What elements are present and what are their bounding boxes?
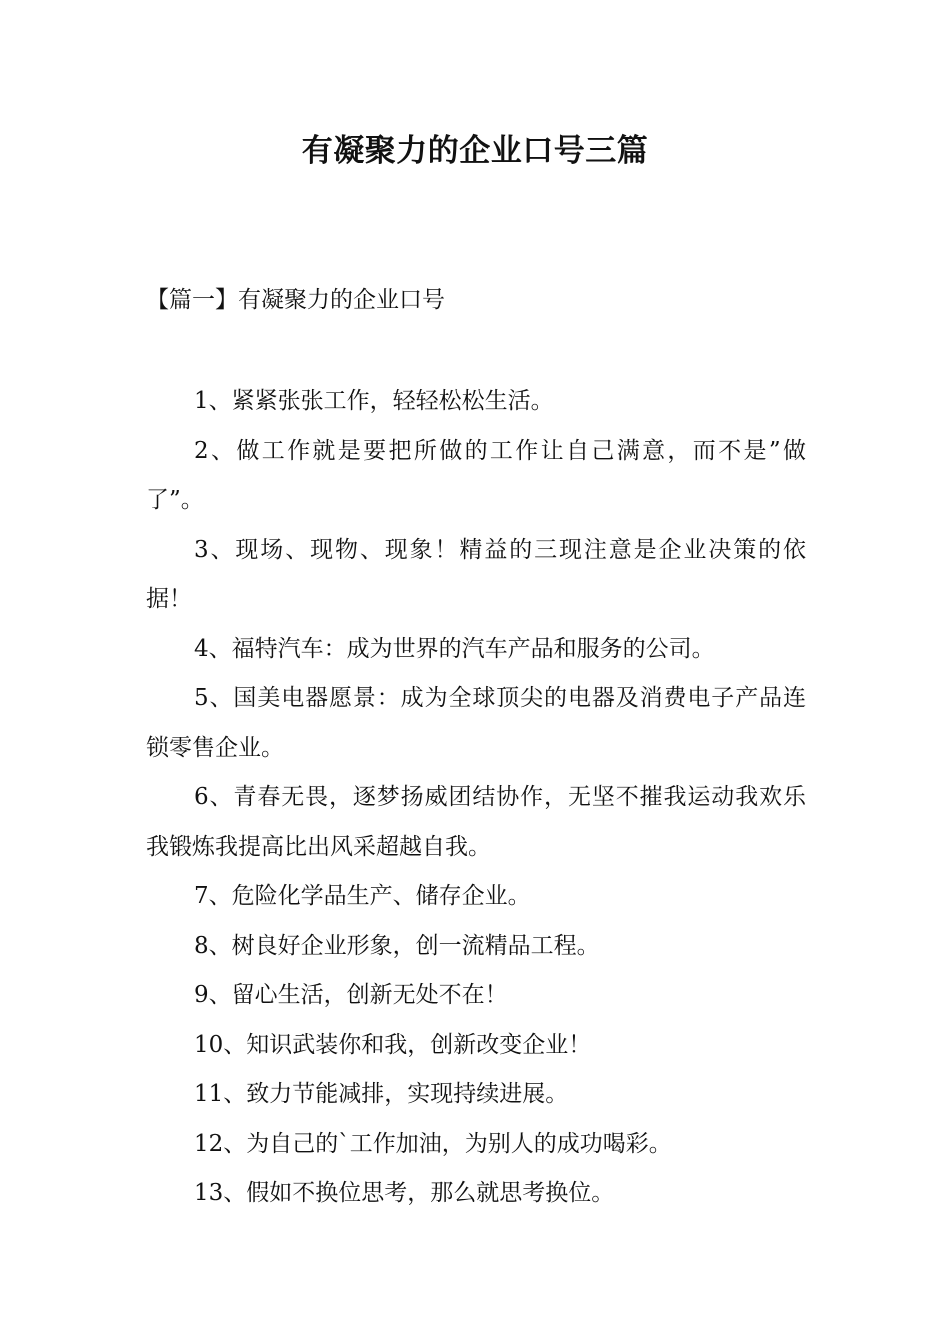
list-item: 7、危险化学品生产、储存企业。 — [194, 883, 531, 909]
list-item: 10、知识武装你和我，创新改变企业！ — [194, 1031, 592, 1058]
list-item: 9、留心生活，创新无处不在！ — [194, 982, 508, 1008]
list-item: 12、为自己的`工作加油，为别人的成功喝彩。 — [194, 1130, 672, 1157]
section-heading: 【篇一】有凝聚力的企业口号 — [146, 287, 445, 313]
slogan-list — [146, 377, 806, 1219]
list-item: 2、做工作就是要把所做的工作让自己满意，而不是”做了”。 — [146, 437, 806, 513]
document-title: 有凝聚力的企业口号三篇 — [301, 133, 649, 169]
list-item: 1、紧紧张张工作，轻轻松松生活。 — [194, 388, 554, 414]
list-item: 4、福特汽车：成为世界的汽车产品和服务的公司。 — [194, 635, 715, 662]
list-item: 5、国美电器愿景：成为全球顶尖的电器及消费电子产品连锁零售企业。 — [146, 685, 806, 761]
list-item: 3、现场、现物、现象！精益的三现注意是企业决策的依据！ — [146, 536, 806, 612]
list-item: 8、树良好企业形象，创一流精品工程。 — [194, 932, 600, 959]
list-item: 6、青春无畏，逐梦扬威团结协作，无坚不摧我运动我欢乐我锻炼我提高比出风采超越自我。 — [146, 784, 806, 860]
list-item: 13、假如不换位思考，那么就思考换位。 — [194, 1180, 615, 1206]
list-item: 11、致力节能减排，实现持续进展。 — [194, 1081, 569, 1107]
